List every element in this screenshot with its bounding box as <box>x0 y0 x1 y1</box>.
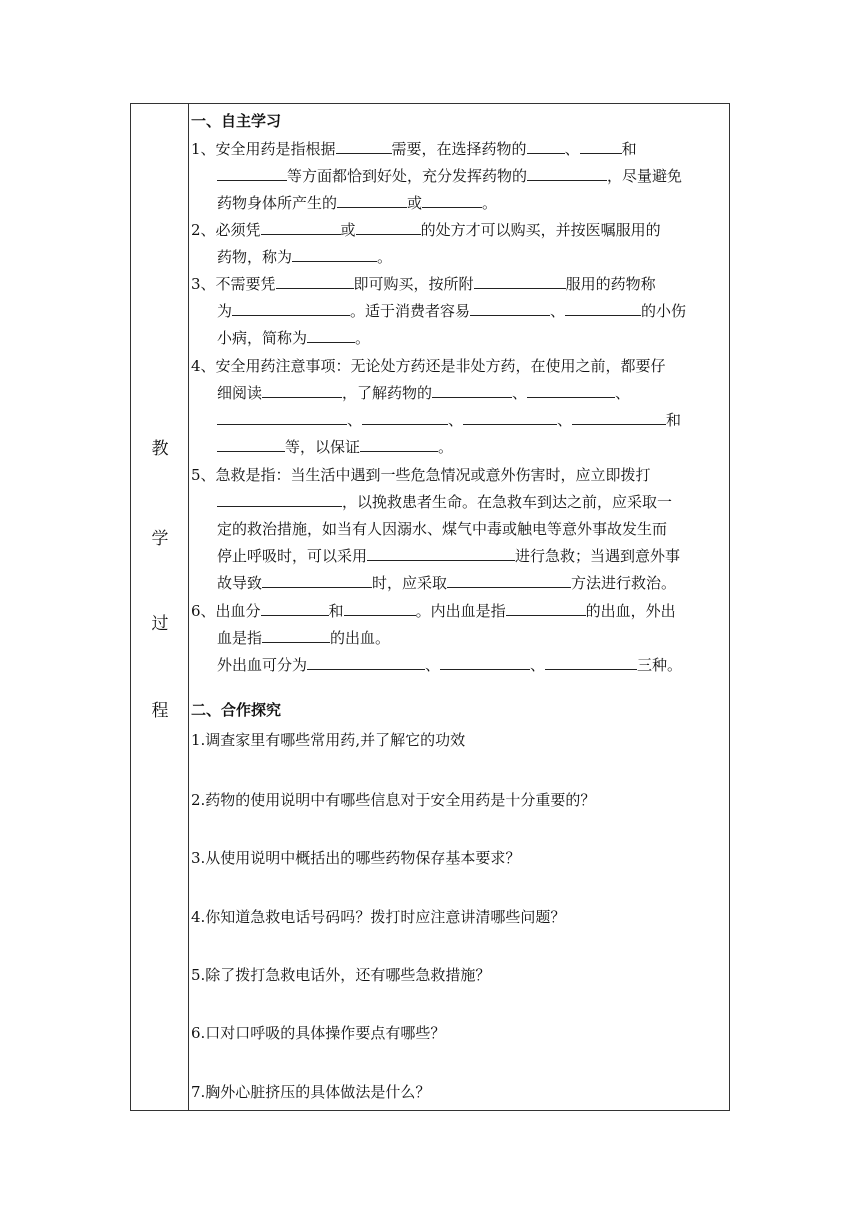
blank <box>360 437 438 452</box>
fill-line: 6、出血分 和 。内出血是指 的出血，外出 <box>191 602 676 620</box>
fill-line: ，以挽救患者生命。在急救车到达之前，应采取一 <box>217 492 672 512</box>
fill-line: 药物，称为 。 <box>217 248 393 266</box>
side-label-char: 程 <box>151 701 169 721</box>
blank <box>261 601 329 616</box>
blank <box>440 655 530 670</box>
blank <box>527 166 607 181</box>
fill-line: 、 、 、 和 <box>217 410 681 430</box>
question-item: 7.胸外心脏挤压的具体做法是什么？ <box>191 1083 431 1101</box>
question-item: 6.口对口呼吸的具体操作要点有哪些？ <box>191 1024 446 1042</box>
blank <box>367 546 515 561</box>
blank <box>276 274 354 289</box>
blank <box>470 301 550 316</box>
fill-line: 外出血可分为 、 、 三种。 <box>217 656 683 674</box>
section-title-self-study: 一、自主学习 <box>191 112 282 130</box>
blank <box>292 247 377 262</box>
blank <box>362 410 448 425</box>
blank <box>463 410 557 425</box>
fill-line: 故导致 时，应采取 方法进行救治。 <box>217 574 677 592</box>
fill-line: 3、不需要凭 即可购买，按所附 服用的药物称 <box>191 275 656 293</box>
blank <box>336 139 392 154</box>
blank <box>344 601 416 616</box>
blank <box>262 573 372 588</box>
fill-line: 等方面都恰到好处，充分发挥药物的 ，尽量避免 <box>217 166 682 186</box>
fill-line: 小病，简称为 。 <box>217 329 371 347</box>
blank <box>432 383 512 398</box>
fill-line: 4、安全用药注意事项：无论处方药还是非处方药，在使用之前，都要仔 <box>191 357 666 375</box>
blank <box>422 193 482 208</box>
fill-line: 血是指 的出血。 <box>217 629 391 647</box>
question-item: 2.药物的使用说明中有哪些信息对于安全用药是十分重要的？ <box>191 791 596 809</box>
blank <box>307 655 425 670</box>
blank <box>262 628 330 643</box>
content-column <box>189 104 729 1110</box>
fill-line: 2、必须凭 或 的处方才可以购买，并按医嘱服用的 <box>191 221 661 239</box>
blank <box>262 383 342 398</box>
section-title-cooperative-inquiry: 二、合作探究 <box>191 701 282 719</box>
question-item: 4.你知道急救电话号码吗？拨打时应注意讲清哪些问题？ <box>191 908 566 926</box>
question-item: 5.除了拨打急救电话外，还有哪些急救措施？ <box>191 966 491 984</box>
fill-line: 为 。适于消费者容易 、 的小伤 <box>217 302 687 320</box>
fill-line: 细阅读 ，了解药物的 、 、 <box>217 384 631 402</box>
question-item: 1.调查家里有哪些常用药,并了解它的功效 <box>191 731 466 749</box>
fill-line: 定的救治措施，如当有人因溺水、煤气中毒或触电等意外事故发生而 <box>217 520 668 538</box>
blank <box>307 328 355 343</box>
blank <box>217 492 342 507</box>
blank <box>232 301 350 316</box>
blank <box>217 410 347 425</box>
blank <box>447 573 571 588</box>
blank <box>527 383 615 398</box>
blank <box>506 601 586 616</box>
side-label-column <box>131 104 189 1110</box>
blank <box>545 655 637 670</box>
blank <box>572 410 666 425</box>
fill-line: 药物身体所产生的 或 。 <box>217 194 498 212</box>
side-label-char: 教 <box>151 439 169 459</box>
fill-line: 5、急救是指：当生活中遇到一些危急情况或意外伤害时，应立即拨打 <box>191 466 651 484</box>
fill-line: 等，以保证 。 <box>217 437 453 457</box>
blank <box>337 193 407 208</box>
blank <box>580 139 622 154</box>
blank <box>217 437 285 452</box>
blank <box>474 274 566 289</box>
blank <box>217 166 287 181</box>
blank <box>356 220 421 235</box>
blank <box>565 301 641 316</box>
fill-line: 1、安全用药是指根据 需要，在选择药物的 、 和 <box>191 140 637 158</box>
side-label-char: 学 <box>151 529 169 549</box>
fill-line: 停止呼吸时，可以采用 进行急救；当遇到意外事 <box>217 547 681 565</box>
lesson-table <box>130 103 730 1111</box>
question-item: 3.从使用说明中概括出的哪些药物保存基本要求？ <box>191 849 521 867</box>
blank <box>527 139 565 154</box>
side-label-char: 过 <box>151 614 169 634</box>
blank <box>261 220 341 235</box>
